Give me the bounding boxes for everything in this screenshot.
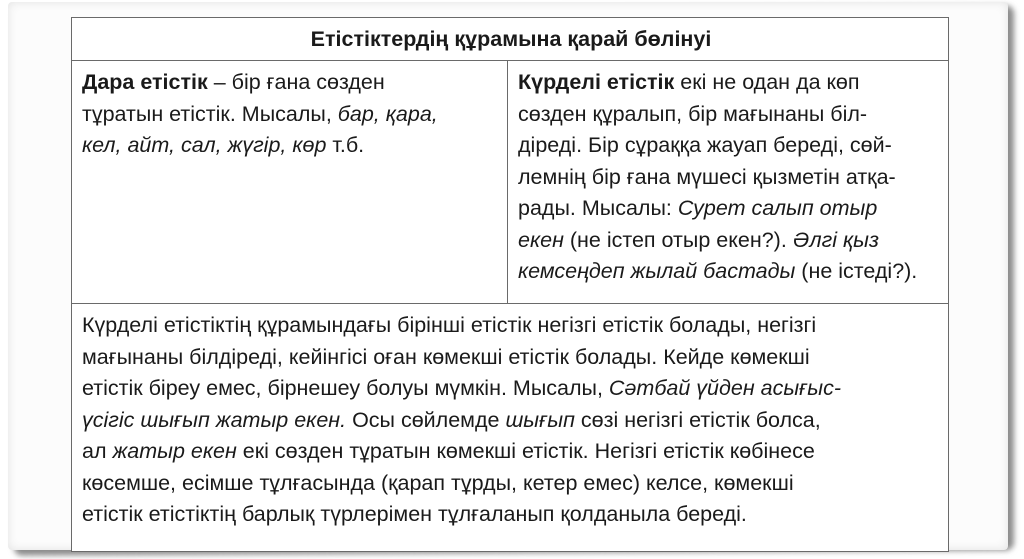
text-span: екі не одан да көп: [674, 70, 860, 94]
text-span: – бір ғана сөзден: [207, 70, 385, 94]
example-text: шығып: [505, 407, 575, 432]
complex-verb-term: Күрделі етістік: [518, 70, 675, 94]
text-line: [82, 67, 499, 99]
text-line: [518, 67, 940, 99]
example-text: үсігіс шығып жатыр екен.: [82, 407, 347, 432]
text-line: мағынаны білдіреді, кейінгісі оған көмекші етістік болады. Кейде көмекші: [82, 344, 810, 369]
text-line: [518, 256, 940, 288]
text-line: [518, 225, 940, 257]
text-span: рады. Мысалы:: [518, 196, 678, 220]
table-header-row: [72, 18, 949, 61]
text-line: сөзден құралып, бір мағынаны біл-: [518, 101, 868, 126]
example-text: кемсеңдеп жылай бастады: [518, 259, 796, 283]
simple-verb-term: Дара етістік: [82, 70, 208, 94]
text-line: етістік етістіктің барлық түрлерімен тұлғаланып қолданыла береді.: [82, 502, 747, 526]
text-span: (не істеді?).: [795, 259, 918, 283]
example-text: Әлгі қыз: [792, 227, 879, 252]
table-title: Етістіктердің құрамына қарай бөлінуі: [72, 18, 949, 61]
example-text: жатыр екен: [112, 439, 237, 463]
text-line: лемнің бір ғана мүшесі қызметін атқа-: [518, 164, 896, 189]
text-span: тұратын етістік. Мысалы,: [82, 101, 338, 126]
text-span: Осы сөйлемде: [346, 407, 506, 432]
table-definitions-row: [72, 61, 949, 304]
text-line: [82, 130, 499, 162]
text-line: [82, 99, 499, 131]
complex-verb-cell: [508, 61, 949, 304]
text-line: көсемше, есімше тұлғасында (қарап тұрды, кетер емес) келсе, көмекші: [82, 470, 794, 495]
text-line: [82, 436, 940, 468]
text-span: етістік біреу емес, бірнешеу болуы мүмкін. Мысалы,: [82, 376, 609, 400]
text-span: сөзі негізгі етістік болса,: [574, 407, 821, 432]
text-span: (не істеп отыр екен?).: [563, 227, 793, 252]
text-line: Күрделі етістіктің құрамындағы бірінші етістік негізгі етістік болады, негізгі: [82, 313, 817, 337]
text-line: [82, 405, 940, 437]
example-text: Сәтбай үйден асығыс-: [608, 376, 842, 400]
simple-verb-cell: [72, 61, 508, 304]
example-text: кел, айт, сал, жүгір, көр: [82, 133, 327, 157]
note-cell: [72, 304, 949, 552]
text-span: екі сөзден тұратын көмекші етістік. Негізгі етістік көбінесе: [236, 439, 815, 463]
example-text: бар, қара,: [337, 101, 438, 126]
text-line: [518, 193, 940, 225]
example-text: Сурет салып отыр: [677, 196, 878, 220]
text-span: ал: [82, 439, 113, 463]
example-text: екен: [518, 227, 564, 252]
verb-composition-table: [71, 17, 949, 552]
text-line: [82, 373, 940, 405]
text-span: т.б.: [326, 133, 365, 157]
text-line: діреді. Бір сұраққа жауап береді, сөй-: [518, 133, 892, 157]
table-note-row: [72, 304, 949, 552]
